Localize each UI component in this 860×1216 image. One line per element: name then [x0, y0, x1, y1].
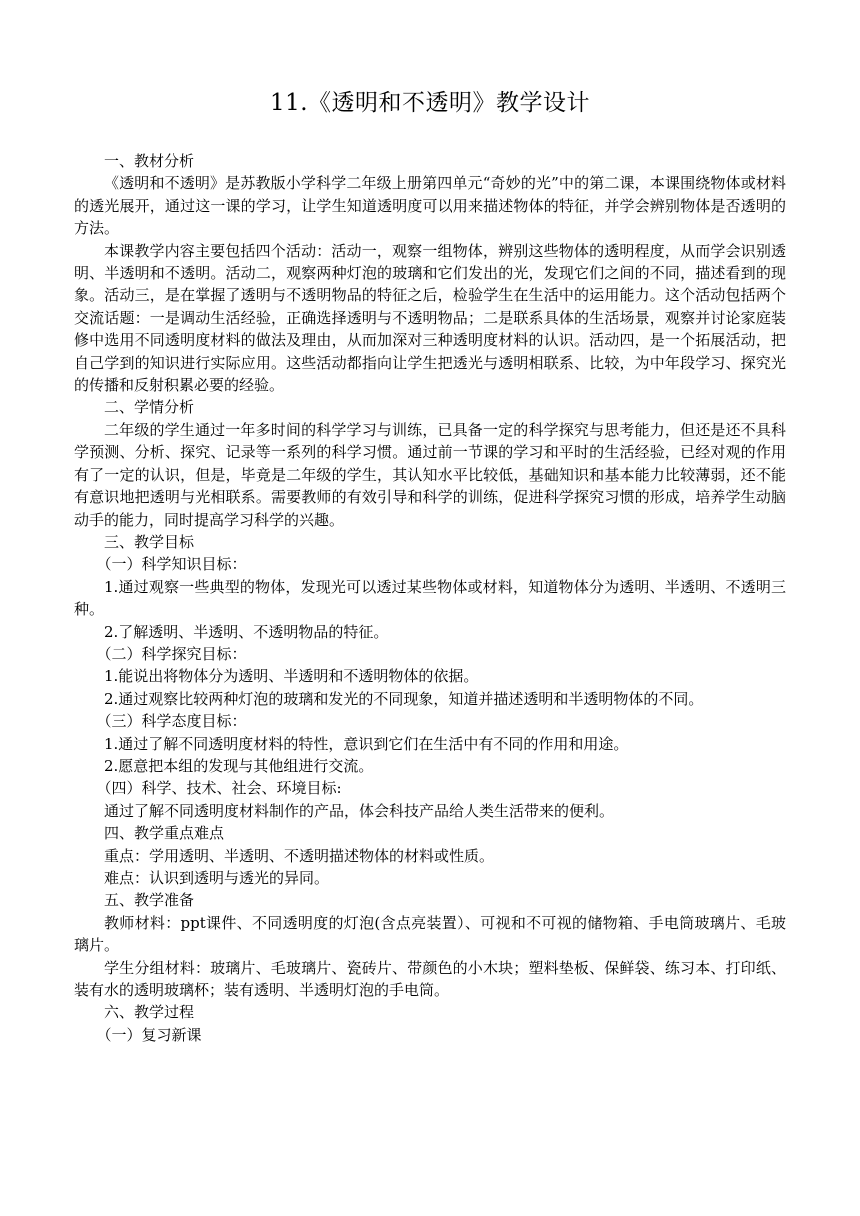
- list-item: 2.了解透明、半透明、不透明物品的特征。: [104, 622, 389, 641]
- paragraph: 本课教学内容主要包括四个活动：活动一，观察一组物体，辨别这些物体的透明程度，从而学会识别透明、半透明和不透明。活动二，观察两种灯泡的玻璃和它们发出的光，发现它们之间的不同，描述看到的现象。活动三，是在掌握了透明与不透明物品的特征之后，检验学生在生活中的运用能力。这个活动包括两个交流话题：一是调动生活经验，正确选择透明与不透明物品；二是联系具体的生活场景，观察并讨论家庭装修中选用不同透明度材料的做法及理由，从而加深对三种透明度材料的认识。活动四，是一个拓展活动，把自己学到的知识进行实际应用。这些活动都指向让学生把透光与透明相联系、比较，为中年段学习、探究光的传播和反射积累必要的经验。: [74, 241, 786, 395]
- subheading: （三）科学态度目标：: [96, 712, 247, 731]
- subheading: （一）复习新课: [96, 1025, 202, 1044]
- subheading: （二）科学探究目标：: [96, 644, 247, 663]
- paragraph: 重点：学用透明、半透明、不透明描述物体的材料或性质。: [104, 846, 495, 865]
- paragraph: 难点：认识到透明与透光的异同。: [104, 869, 330, 887]
- paragraph: 通过了解不同透明度材料制作的产品，体会科技产品给人类生活带来的便利。: [104, 801, 615, 820]
- section-heading-1: 一、教材分析: [104, 152, 195, 170]
- paragraph: 教师材料：ppt课件、不同透明度的灯泡(含点亮装置）、可视和不可视的储物箱、手电筒玻璃片、毛玻璃片。: [74, 913, 786, 955]
- section-heading-6: 六、教学过程: [104, 1003, 195, 1022]
- section-heading-4: 四、教学重点难点: [104, 824, 225, 843]
- paragraph: 二年级的学生通过一年多时间的科学学习与训练，已具备一定的科学探究与思考能力，但还是还不具科学预测、分析、探究、记录等一系列的科学习惯。通过前一节课的学习和平时的生活经验，已经对观的作用有了一定的认识，但是，毕竟是二年级的学生，其认知水平比较低，基础知识和基本能力比较薄弱，还不能有意识地把透明与光相联系。需要教师的有效引导和科学的训练，促进科学探究习惯的形成，培养学生动脑动手的能力，同时提高学习科学的兴趣。: [74, 420, 786, 529]
- document-page: [74, 88, 786, 1046]
- section-heading-2: 二、学情分析: [104, 398, 195, 417]
- subheading: （四）科学、技术、社会、环境目标:: [96, 779, 342, 798]
- subheading: （一）科学知识目标：: [96, 555, 247, 574]
- paragraph: 《透明和不透明》是苏教版小学科学二年级上册第四单元“奇妙的光”中的第二课，本课围绕物体或材料的透光展开，通过这一课的学习，让学生知道透明度可以用来描述物体的特征，并学会辨别物体是否透明的方法。: [74, 174, 786, 238]
- section-heading-3: 三、教学目标: [104, 532, 195, 551]
- list-item: 2.通过观察比较两种灯泡的玻璃和发光的不同现象，知道并描述透明和半透明物体的不同。: [104, 689, 704, 708]
- list-item: 1.通过观察一些典型的物体，发现光可以透过某些物体或材料，知道物体分为透明、半透明、不透明三种。: [74, 577, 786, 619]
- list-item: 1.能说出将物体分为透明、半透明和不透明物体的依据。: [104, 667, 479, 686]
- list-item: 1.通过了解不同透明度材料的特性，意识到它们在生活中有不同的作用和用途。: [104, 734, 629, 753]
- paragraph: 学生分组材料：玻璃片、毛玻璃片、瓷砖片、带颜色的小木块；塑料垫板、保鲜袋、练习本、打印纸、装有水的透明玻璃杯；装有透明、半透明灯泡的手电筒。: [74, 958, 786, 1000]
- section-heading-5: 五、教学准备: [104, 891, 195, 910]
- list-item: 2.愿意把本组的发现与其他组进行交流。: [104, 756, 374, 775]
- document-title: 11.《透明和不透明》教学设计: [269, 90, 591, 116]
